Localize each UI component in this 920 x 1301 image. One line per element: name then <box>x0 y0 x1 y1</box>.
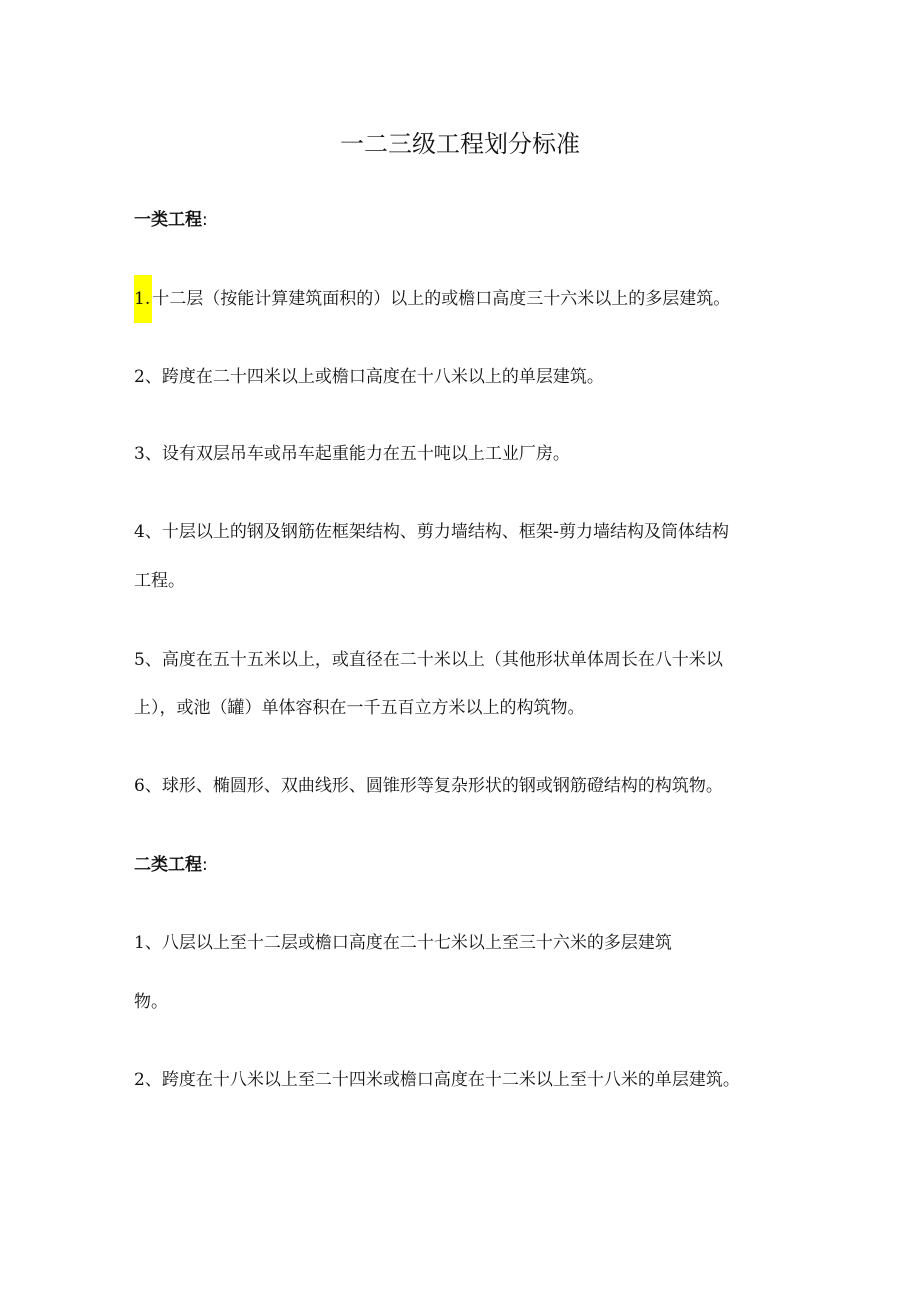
section-heading-text: 二类工程 <box>134 855 202 875</box>
list-item-1-4 <box>134 518 794 546</box>
list-item-2-2 <box>134 1066 794 1094</box>
list-item-number: 4、 <box>134 522 162 542</box>
list-item-number: 3、 <box>134 444 162 464</box>
list-item-1-1 <box>134 285 794 313</box>
list-item-1-5-continuation: 上），或池（罐）单体容积在一千五百立方米以上的构筑物。 <box>134 698 585 718</box>
list-item-text: 球形、椭圆形、双曲线形、圆锥形等复杂形状的钢或钢筋磴结构的构筑物。 <box>161 776 723 796</box>
section-heading-colon: : <box>202 855 208 875</box>
section-heading-class-2 <box>134 851 208 879</box>
list-item-1-3 <box>134 440 794 468</box>
list-item-number: 2、 <box>134 1070 162 1090</box>
list-item-number: 2、 <box>134 367 162 387</box>
list-item-1-6 <box>134 772 794 800</box>
list-item-2-1-continuation: 物。 <box>134 992 168 1012</box>
list-item-2-1 <box>134 929 794 957</box>
list-item-text: 十层以上的钢及钢筋佐框架结构、剪力墙结构、框架-剪力墙结构及筒体结构 <box>161 522 729 542</box>
section-heading-class-1 <box>134 206 208 234</box>
list-item-number: 1. <box>134 275 152 323</box>
list-item-number: 6、 <box>134 776 162 796</box>
list-item-1-2 <box>134 363 794 391</box>
document-title: 一二三级工程划分标准 <box>340 130 580 158</box>
list-item-1-4-continuation: 工程。 <box>134 571 185 591</box>
list-item-text: 高度在五十五米以上，或直径在二十米以上（其他形状单体周长在八十米以 <box>161 650 723 670</box>
list-item-text: 跨度在二十四米以上或檐口高度在十八米以上的单层建筑。 <box>161 367 604 387</box>
list-item-text: 八层以上至十二层或檐口高度在二十七米以上至三十六米的多层建筑 <box>161 933 672 953</box>
list-item-text: 设有双层吊车或吊车起重能力在五十吨以上工业厂房。 <box>161 444 570 464</box>
section-heading-text: 一类工程 <box>134 210 202 230</box>
list-item-1-5 <box>134 646 794 674</box>
list-item-text: 十二层（按能计算建筑面积的）以上的或檐口高度三十六米以上的多层建筑。 <box>152 289 731 309</box>
list-item-number: 5、 <box>134 650 162 670</box>
list-item-number: 1、 <box>134 933 162 953</box>
list-item-text: 跨度在十八米以上至二十四米或檐口高度在十二米以上至十八米的单层建筑。 <box>161 1070 740 1090</box>
section-heading-colon: : <box>202 210 208 230</box>
